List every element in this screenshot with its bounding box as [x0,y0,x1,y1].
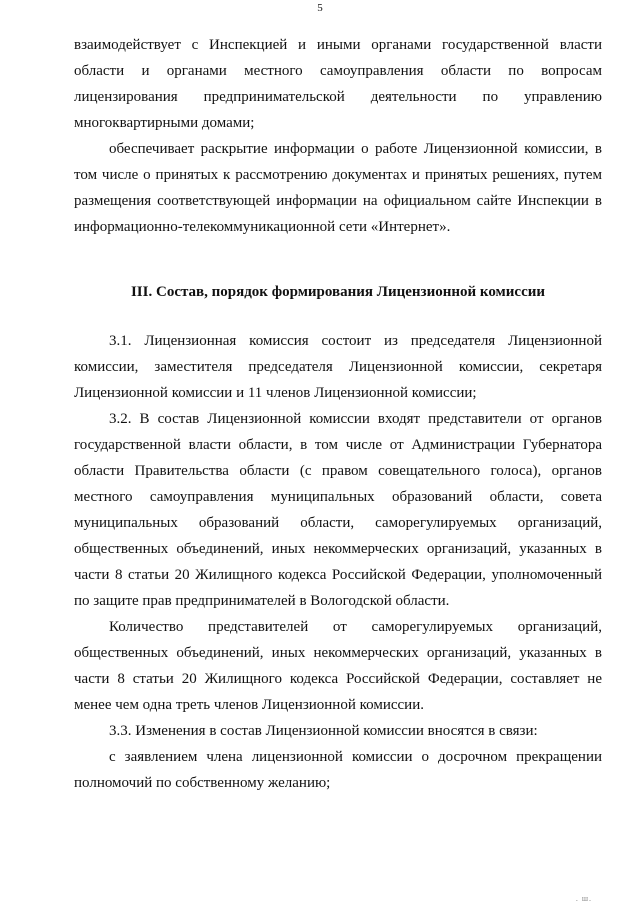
paragraph-3-1: 3.1. Лицензионная комиссия состоит из председателя Лицензионной комиссии, заместителя председателя Лицензионной комиссии, секретаря Лицензионной комиссии и 11 членов Лицензионной комиссии; [74,333,602,401]
top-text-block [74,32,602,240]
footer-mark: . ш. [575,894,592,903]
paragraph-representatives-count: Количество представителей от саморегулируемых организаций, общественных объединений, иных некоммерческих организаций, указанных в части 8 статьи 20 Жилищного кодекса Российской Федерации, составляет не менее чем одна треть членов Лицензионной комиссии. [74,619,602,713]
paragraph-interaction: взаимодействует с Инспекцией и иными органами государственной власти области и органами местного самоуправления области по вопросам лицензирования предпринимательской деятельности по управлению многоквартирными домами; [74,37,602,131]
paragraph-3-2: 3.2. В состав Лицензионной комиссии входят представители от органов государственной власти области, в том числе от Администрации Губернатора области Правительства области (с правом совещательного голоса), органов местного самоуправления муниципальных образований области, совета муниципальных образований области, саморегулируемых организаций, общественных объединений, иных некоммерческих организаций, указанных в части 8 статьи 20 Жилищного кодекса Российской Федерации, уполномоченный по защите прав предпринимателей в Вологодской области. [74,411,602,609]
section-text-block [74,328,602,796]
paragraph-early-termination: с заявлением члена лицензионной комиссии о досрочном прекращении полномочий по собственному желанию; [74,749,602,791]
paragraph-3-3: 3.3. Изменения в состав Лицензионной комиссии вносятся в связи: [109,723,538,739]
section-heading: III. Состав, порядок формирования Лицензионной комиссии [130,284,546,300]
page-number: 5 [317,2,323,14]
paragraph-disclosure: обеспечивает раскрытие информации о работе Лицензионной комиссии, в том числе о принятых к рассмотрению документах и принятых решениях, путем размещения соответствующей информации на официальном сайте Инспекции в информационно-телекоммуникационной сети «Интернет». [74,141,602,235]
